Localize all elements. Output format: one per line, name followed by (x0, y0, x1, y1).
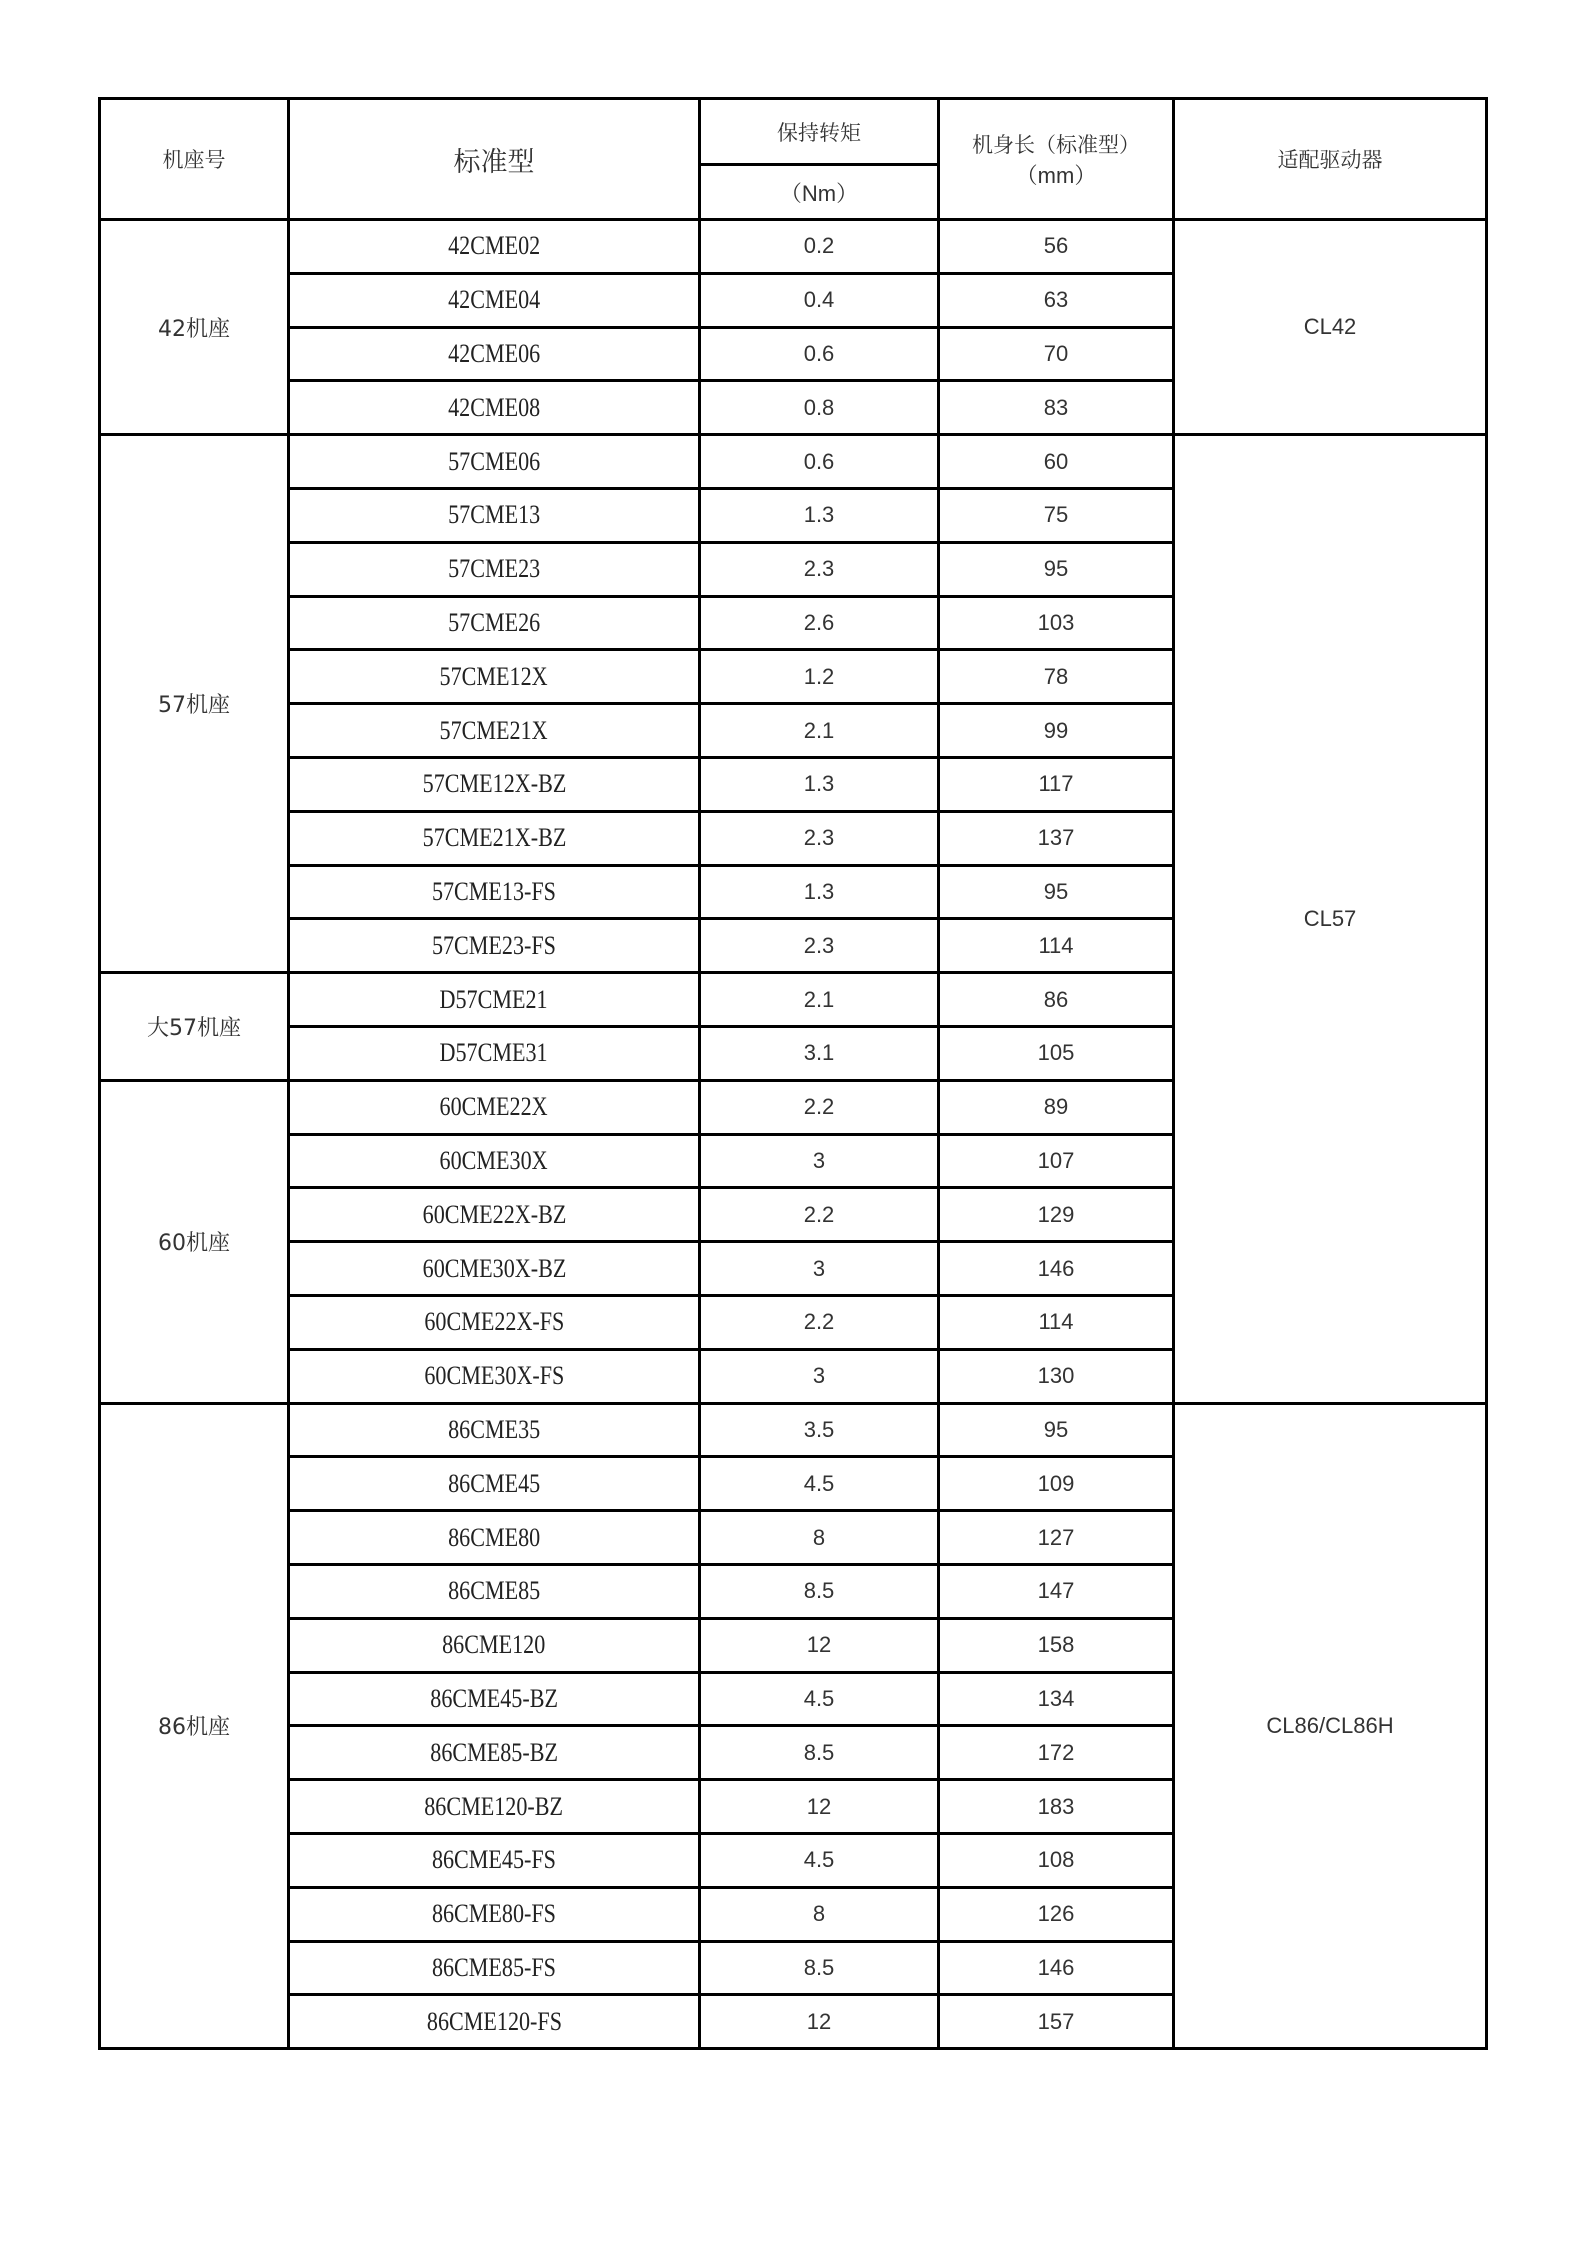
motor-spec-table (98, 97, 1488, 2050)
model-name: 86CME85-FS (431, 1952, 557, 1982)
model-name: 60CME22X (439, 1092, 549, 1122)
model-name-cell (289, 1780, 700, 1834)
body-length-cell (939, 1833, 1174, 1887)
model-name: 57CME23 (447, 554, 541, 584)
table-row (100, 220, 1487, 274)
holding-torque-cell (700, 1295, 939, 1349)
model-name-cell (289, 381, 700, 435)
body-length: 83 (1043, 394, 1069, 420)
header-body-length-unit: （mm） (1015, 162, 1097, 188)
holding-torque-cell (700, 1080, 939, 1134)
model-name-cell (289, 1511, 700, 1565)
holding-torque: 2.3 (803, 932, 835, 958)
body-length-cell (939, 1887, 1174, 1941)
model-name-cell (289, 973, 700, 1027)
body-length: 109 (1037, 1470, 1075, 1496)
model-name-cell (289, 273, 700, 327)
model-name: 57CME13-FS (431, 876, 557, 906)
holding-torque: 1.2 (803, 663, 835, 689)
holding-torque: 8 (812, 1901, 826, 1927)
holding-torque: 0.4 (803, 287, 835, 313)
body-length-cell (939, 1134, 1174, 1188)
body-length: 108 (1037, 1847, 1075, 1873)
holding-torque-cell (700, 273, 939, 327)
holding-torque: 3 (812, 1363, 826, 1389)
model-name-cell (289, 865, 700, 919)
table-body (100, 220, 1487, 2049)
holding-torque: 2.1 (803, 986, 835, 1012)
holding-torque: 0.6 (803, 340, 835, 366)
model-name: 42CME04 (447, 285, 541, 315)
holding-torque: 1.3 (803, 771, 835, 797)
model-name-cell (289, 435, 700, 489)
body-length: 70 (1043, 340, 1069, 366)
model-name: 86CME35 (447, 1414, 541, 1444)
body-length-cell (939, 381, 1174, 435)
body-length: 63 (1043, 287, 1069, 313)
body-length-cell (939, 596, 1174, 650)
body-length: 89 (1043, 1094, 1069, 1120)
holding-torque-cell (700, 973, 939, 1027)
body-length: 95 (1043, 1416, 1069, 1442)
body-length: 114 (1038, 932, 1074, 958)
model-name: 57CME26 (447, 607, 541, 637)
body-length: 146 (1037, 1255, 1075, 1281)
holding-torque-cell (700, 1941, 939, 1995)
body-length: 107 (1037, 1147, 1075, 1173)
body-length: 146 (1037, 1954, 1075, 1980)
holding-torque-cell (700, 1188, 939, 1242)
body-length: 117 (1038, 771, 1074, 797)
holding-torque: 12 (806, 2008, 832, 2034)
model-name: 42CME06 (447, 338, 541, 368)
holding-torque-cell (700, 650, 939, 704)
model-name-cell (289, 650, 700, 704)
model-name-cell (289, 1457, 700, 1511)
body-length: 75 (1043, 502, 1069, 528)
holding-torque-cell (700, 488, 939, 542)
model-name: 42CME02 (447, 231, 541, 261)
header-frame: 机座号 (100, 99, 289, 220)
body-length-cell (939, 327, 1174, 381)
holding-torque: 2.1 (803, 717, 835, 743)
body-length: 147 (1037, 1578, 1075, 1604)
body-length-cell (939, 973, 1174, 1027)
holding-torque-cell (700, 1564, 939, 1618)
model-name: 86CME45 (447, 1468, 541, 1498)
body-length: 134 (1037, 1685, 1075, 1711)
model-name-cell (289, 488, 700, 542)
header-torque-unit: （Nm） (700, 165, 939, 220)
spec-sheet-page (98, 97, 1488, 2050)
body-length: 105 (1037, 1040, 1075, 1066)
holding-torque-cell (700, 1618, 939, 1672)
holding-torque: 8.5 (803, 1739, 835, 1765)
header-body-length (939, 99, 1174, 220)
model-name: 60CME22X-BZ (422, 1199, 566, 1229)
holding-torque: 2.2 (803, 1201, 835, 1227)
body-length: 172 (1037, 1739, 1075, 1765)
holding-torque: 1.3 (803, 878, 835, 904)
holding-torque-cell (700, 865, 939, 919)
holding-torque: 2.6 (803, 609, 835, 635)
holding-torque: 0.6 (803, 448, 835, 474)
body-length: 86 (1043, 986, 1069, 1012)
body-length: 126 (1037, 1901, 1075, 1927)
body-length-cell (939, 919, 1174, 973)
body-length-cell (939, 865, 1174, 919)
header-driver: 适配驱动器 (1174, 99, 1487, 220)
body-length-cell (939, 1457, 1174, 1511)
model-name-cell (289, 1026, 700, 1080)
model-name-cell (289, 811, 700, 865)
body-length-cell (939, 220, 1174, 274)
model-name-cell (289, 1080, 700, 1134)
body-length-cell (939, 1242, 1174, 1296)
model-name: 86CME85-BZ (430, 1737, 558, 1767)
model-name: 86CME45-FS (431, 1845, 557, 1875)
model-name-cell (289, 1349, 700, 1403)
body-length: 157 (1037, 2008, 1075, 2034)
holding-torque-cell (700, 757, 939, 811)
model-name-cell (289, 1672, 700, 1726)
model-name: 57CME06 (447, 446, 541, 476)
holding-torque: 4.5 (803, 1847, 835, 1873)
holding-torque: 1.3 (803, 502, 835, 528)
body-length: 95 (1043, 556, 1069, 582)
model-name: 60CME30X-BZ (422, 1253, 566, 1283)
body-length-cell (939, 542, 1174, 596)
body-length-cell (939, 1672, 1174, 1726)
model-name: 60CME30X-FS (423, 1361, 564, 1391)
frame-group-cell: 86机座 (100, 1403, 289, 2049)
body-length: 137 (1037, 825, 1075, 851)
body-length-cell (939, 1780, 1174, 1834)
model-name: 86CME120-FS (426, 2006, 562, 2036)
model-name: 57CME23-FS (431, 930, 557, 960)
model-name: 42CME08 (447, 392, 541, 422)
body-length-cell (939, 1349, 1174, 1403)
driver-cell: CL42 (1174, 220, 1487, 435)
table-row (100, 1403, 1487, 1457)
model-name: D57CME31 (439, 1038, 549, 1068)
frame-group-cell: 60机座 (100, 1080, 289, 1403)
model-name-cell (289, 1995, 700, 2049)
body-length-cell (939, 1564, 1174, 1618)
model-name-cell (289, 596, 700, 650)
model-name: 86CME45-BZ (430, 1683, 558, 1713)
holding-torque-cell (700, 1511, 939, 1565)
holding-torque: 0.8 (803, 394, 835, 420)
body-length-cell (939, 1511, 1174, 1565)
holding-torque: 2.2 (803, 1094, 835, 1120)
holding-torque-cell (700, 1242, 939, 1296)
holding-torque-cell (700, 1887, 939, 1941)
model-name: 57CME12X-BZ (422, 769, 566, 799)
holding-torque-cell (700, 1026, 939, 1080)
model-name: 60CME22X-FS (423, 1307, 564, 1337)
holding-torque-cell (700, 596, 939, 650)
model-name-cell (289, 704, 700, 758)
holding-torque-cell (700, 435, 939, 489)
holding-torque-cell (700, 1780, 939, 1834)
holding-torque-cell (700, 1995, 939, 2049)
model-name: 60CME30X (439, 1145, 549, 1175)
body-length: 56 (1043, 233, 1069, 259)
body-length: 99 (1043, 717, 1069, 743)
holding-torque: 3.1 (803, 1040, 835, 1066)
holding-torque: 3 (812, 1255, 826, 1281)
body-length-cell (939, 704, 1174, 758)
holding-torque: 4.5 (803, 1685, 835, 1711)
driver-cell: CL57 (1174, 435, 1487, 1403)
holding-torque-cell (700, 1726, 939, 1780)
body-length-cell (939, 1995, 1174, 2049)
frame-group-cell: 57机座 (100, 435, 289, 973)
model-name-cell (289, 327, 700, 381)
holding-torque-cell (700, 919, 939, 973)
holding-torque: 0.2 (803, 233, 835, 259)
model-name-cell (289, 542, 700, 596)
body-length-cell (939, 811, 1174, 865)
holding-torque: 3 (812, 1147, 826, 1173)
model-name-cell (289, 1564, 700, 1618)
body-length: 78 (1043, 663, 1069, 689)
body-length-cell (939, 1188, 1174, 1242)
holding-torque-cell (700, 704, 939, 758)
body-length-cell (939, 273, 1174, 327)
model-name-cell (289, 1887, 700, 1941)
holding-torque-cell (700, 1349, 939, 1403)
body-length: 103 (1037, 609, 1075, 635)
model-name-cell (289, 1188, 700, 1242)
body-length: 60 (1043, 448, 1069, 474)
holding-torque-cell (700, 381, 939, 435)
table-row (100, 435, 1487, 489)
holding-torque: 2.3 (803, 825, 835, 851)
model-name: 86CME85 (447, 1576, 541, 1606)
body-length: 158 (1037, 1632, 1075, 1658)
model-name: D57CME21 (439, 984, 549, 1014)
driver-cell: CL86/CL86H (1174, 1403, 1487, 2049)
frame-group-cell: 42机座 (100, 220, 289, 435)
body-length: 127 (1037, 1524, 1075, 1550)
body-length-cell (939, 1618, 1174, 1672)
header-body-length-title: 机身长（标准型） (972, 132, 1140, 157)
header-row (100, 99, 1487, 165)
holding-torque-cell (700, 220, 939, 274)
body-length: 130 (1037, 1363, 1075, 1389)
holding-torque-cell (700, 811, 939, 865)
model-name-cell (289, 1941, 700, 1995)
holding-torque: 4.5 (803, 1470, 835, 1496)
model-name-cell (289, 757, 700, 811)
holding-torque: 2.3 (803, 556, 835, 582)
holding-torque: 3.5 (803, 1416, 835, 1442)
model-name: 57CME21X (439, 715, 549, 745)
model-name: 86CME80-FS (431, 1899, 557, 1929)
body-length-cell (939, 757, 1174, 811)
holding-torque-cell (700, 1457, 939, 1511)
header-standard-model: 标准型 (289, 99, 700, 220)
model-name-cell (289, 1403, 700, 1457)
body-length-cell (939, 1080, 1174, 1134)
model-name-cell (289, 1618, 700, 1672)
holding-torque-cell (700, 1134, 939, 1188)
body-length: 183 (1037, 1793, 1075, 1819)
model-name: 86CME80 (447, 1522, 541, 1552)
holding-torque: 12 (806, 1632, 832, 1658)
model-name-cell (289, 1833, 700, 1887)
holding-torque-cell (700, 1833, 939, 1887)
model-name: 86CME120-BZ (424, 1791, 564, 1821)
model-name-cell (289, 1726, 700, 1780)
holding-torque-cell (700, 1672, 939, 1726)
body-length-cell (939, 650, 1174, 704)
frame-group-cell: 大57机座 (100, 973, 289, 1081)
holding-torque: 8.5 (803, 1578, 835, 1604)
model-name: 57CME21X-BZ (422, 823, 566, 853)
body-length-cell (939, 1941, 1174, 1995)
header-holding-torque: 保持转矩 (700, 99, 939, 165)
body-length: 95 (1043, 878, 1069, 904)
holding-torque-cell (700, 542, 939, 596)
holding-torque: 12 (806, 1793, 832, 1819)
model-name-cell (289, 919, 700, 973)
body-length-cell (939, 488, 1174, 542)
model-name-cell (289, 1242, 700, 1296)
body-length-cell (939, 1726, 1174, 1780)
model-name-cell (289, 220, 700, 274)
model-name: 57CME13 (447, 500, 541, 530)
body-length-cell (939, 1403, 1174, 1457)
body-length-cell (939, 1026, 1174, 1080)
body-length: 129 (1037, 1201, 1075, 1227)
holding-torque: 2.2 (803, 1309, 835, 1335)
body-length-cell (939, 1295, 1174, 1349)
body-length-cell (939, 435, 1174, 489)
model-name-cell (289, 1134, 700, 1188)
holding-torque-cell (700, 1403, 939, 1457)
model-name: 57CME12X (439, 661, 549, 691)
holding-torque: 8.5 (803, 1954, 835, 1980)
model-name-cell (289, 1295, 700, 1349)
holding-torque: 8 (812, 1524, 826, 1550)
model-name: 86CME120 (442, 1630, 546, 1660)
body-length: 114 (1038, 1309, 1074, 1335)
holding-torque-cell (700, 327, 939, 381)
